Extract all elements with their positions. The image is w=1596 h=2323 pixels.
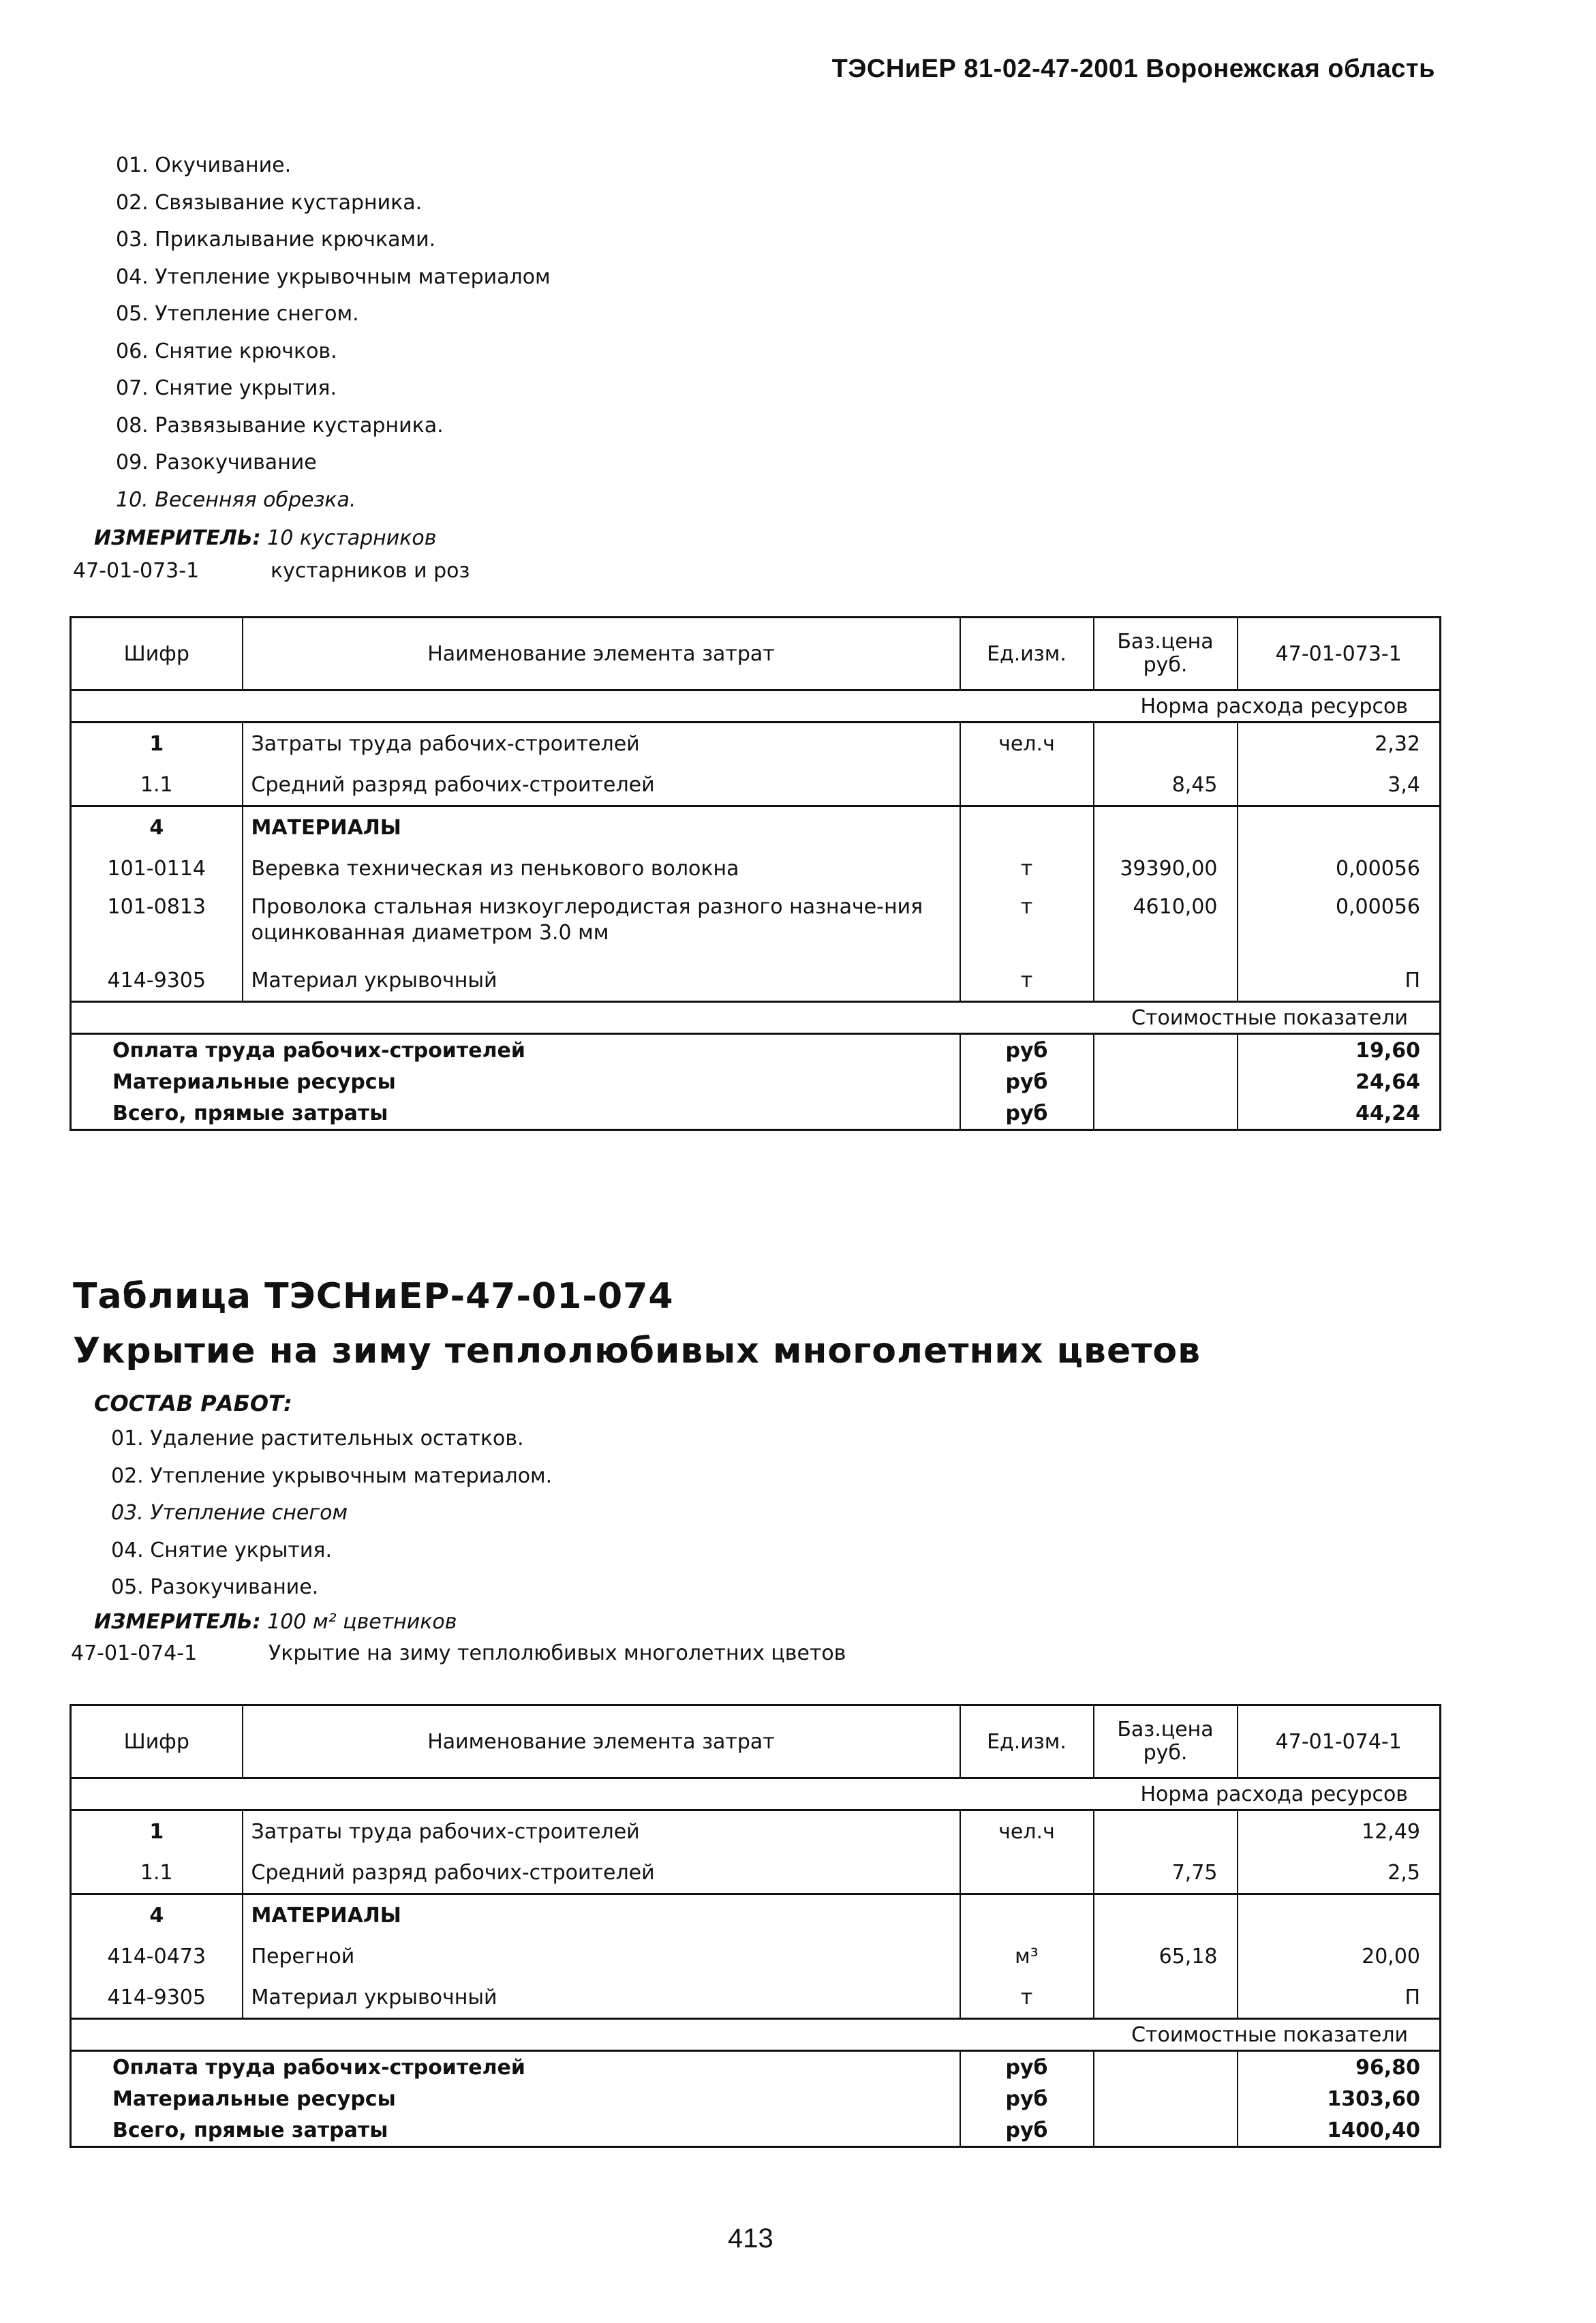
row-name: МАТЕРИАЛЫ [243, 1894, 960, 1937]
resource-table-073 [70, 616, 1441, 1131]
row-price [1094, 723, 1238, 765]
measurer-value: 100 м² цветников [267, 1610, 457, 1634]
work-item: 01. Окучивание. [116, 153, 292, 177]
row-cipher: 4 [71, 1894, 243, 1937]
row-cipher: 101-0114 [107, 856, 206, 881]
row-price [1094, 960, 1238, 1002]
total-unit: руб [960, 1066, 1094, 1097]
resource-table-074 [70, 1704, 1441, 2148]
measurer-label: ИЗМЕРИТЕЛЬ: [94, 526, 261, 550]
table-row [71, 806, 1441, 849]
header-unit: Ед.изм. [960, 1705, 1094, 1778]
total-row [71, 2114, 1441, 2147]
measurer-label: ИЗМЕРИТЕЛЬ: [94, 1610, 261, 1634]
code-line-074 [71, 1641, 846, 1665]
total-unit: руб [960, 2051, 1094, 2084]
row-unit: т [960, 960, 1094, 1002]
norm-code-description: Укрытие на зиму теплолюбивых многолетних цветов [268, 1641, 846, 1665]
row-value: П [1238, 1977, 1441, 2019]
row-value [1238, 1894, 1441, 1937]
row-unit [960, 764, 1094, 806]
total-row [71, 1097, 1441, 1130]
norm-code: 47-01-074-1 [71, 1641, 198, 1665]
work-item: 03. Прикалывание крючками. [116, 228, 436, 252]
row-name: Материал укрывочный [243, 1977, 960, 2019]
total-unit: руб [960, 1034, 1094, 1067]
table-title: Таблица ТЭСНиЕР-47-01-074 [73, 1276, 674, 1317]
row-unit: чел.ч [960, 723, 1094, 765]
total-label: Оплата труда рабочих-строителей [112, 1038, 525, 1063]
total-value: 24,64 [1238, 1066, 1441, 1097]
row-price [1094, 1977, 1238, 2019]
total-value: 1303,60 [1238, 2083, 1441, 2114]
row-value: 0,00056 [1238, 889, 1441, 960]
header-code: 47-01-073-1 [1238, 618, 1441, 690]
header-cipher: Шифр [71, 618, 243, 690]
work-item: 05. Разокучивание. [111, 1575, 319, 1599]
row-price: 65,18 [1094, 1936, 1238, 1977]
norm-label: Норма расхода ресурсов [1140, 1782, 1408, 1806]
row-value: 2,32 [1238, 723, 1441, 765]
row-cipher: 1 [71, 1810, 243, 1853]
total-label: Материальные ресурсы [112, 2086, 396, 2111]
work-item: 04. Утепление укрывочным материалом [116, 264, 551, 289]
header-price-line1: Баз.цена [1117, 630, 1214, 654]
row-price: 4610,00 [1094, 889, 1238, 960]
total-row [71, 2083, 1441, 2114]
total-value: 96,80 [1238, 2051, 1441, 2084]
cost-label-row [71, 1002, 1441, 1034]
total-row [71, 1066, 1441, 1097]
row-cipher: 414-9305 [107, 1985, 206, 2009]
row-value: 12,49 [1238, 1810, 1441, 1853]
row-cipher: 414-0473 [107, 1944, 206, 1969]
row-unit [960, 1894, 1094, 1937]
work-item: 02. Связывание кустарника. [116, 190, 423, 215]
row-price [1094, 1810, 1238, 1853]
total-label: Всего, прямые затраты [112, 2118, 388, 2142]
work-item: 02. Утепление укрывочным материалом. [111, 1463, 553, 1488]
work-item: 10. Весенняя обрезка. [116, 487, 356, 512]
table-header-row [71, 1705, 1441, 1778]
table-subtitle: Укрытие на зиму теплолюбивых многолетних цветов [73, 1331, 1201, 1371]
row-unit: м³ [960, 1936, 1094, 1977]
row-unit: т [960, 848, 1094, 889]
code-line-073 [73, 559, 470, 583]
table-row [71, 848, 1441, 889]
header-price-line1: Баз.цена [1117, 1718, 1214, 1742]
row-value: 2,5 [1238, 1852, 1441, 1894]
total-unit: руб [960, 1097, 1094, 1130]
row-price [1094, 806, 1238, 849]
row-cipher: 1 [71, 723, 243, 765]
page-number: 413 [728, 2223, 773, 2253]
row-name: Средний разряд рабочих-строителей [243, 1852, 960, 1894]
row-price: 39390,00 [1094, 848, 1238, 889]
total-label: Материальные ресурсы [112, 1069, 396, 1094]
header-cipher: Шифр [71, 1705, 243, 1778]
row-unit: чел.ч [960, 1810, 1094, 1853]
work-item: 07. Снятие укрытия. [116, 376, 337, 400]
header-name: Наименование элемента затрат [243, 618, 960, 690]
work-item: 04. Снятие укрытия. [111, 1538, 332, 1562]
table-row [71, 1852, 1441, 1894]
work-item: 09. Разокучивание [116, 451, 317, 474]
table-row [71, 889, 1441, 960]
measurer-074 [94, 1610, 457, 1634]
header-price [1094, 618, 1238, 690]
row-unit: т [960, 1977, 1094, 2019]
total-label: Всего, прямые затраты [112, 1101, 388, 1125]
cost-label: Стоимостные показатели [71, 2019, 1441, 2051]
row-price [1094, 1894, 1238, 1937]
header-unit: Ед.изм. [960, 618, 1094, 690]
row-name: Средний разряд рабочих-строителей [243, 764, 960, 806]
norm-label-row [71, 1778, 1441, 1810]
row-value: 20,00 [1238, 1936, 1441, 1977]
document-header: ТЭСНиЕР 81-02-47-2001 Воронежская область [831, 55, 1435, 83]
row-cipher: 101-0813 [107, 895, 206, 919]
work-item: 08. Развязывание кустарника. [116, 413, 444, 438]
total-unit: руб [960, 2083, 1094, 2114]
measurer-073 [94, 526, 436, 550]
works-list-073 [116, 147, 551, 519]
row-cipher: 1.1 [140, 772, 173, 797]
work-item: 06. Снятие крючков. [116, 339, 337, 363]
total-unit: руб [960, 2114, 1094, 2147]
row-unit [960, 806, 1094, 849]
row-value: П [1238, 960, 1441, 1002]
row-cipher: 414-9305 [107, 968, 206, 992]
row-value [1238, 806, 1441, 849]
norm-code: 47-01-073-1 [73, 559, 200, 583]
header-price-line2: руб. [1143, 1741, 1188, 1765]
row-name: Проволока стальная низкоуглеродистая разного назначе-ния оцинкованная диаметром 3.0 мм [243, 889, 960, 960]
row-name: Веревка техническая из пенькового волокна [243, 848, 960, 889]
work-item: 01. Удаление растительных остатков. [111, 1427, 524, 1451]
row-value: 0,00056 [1238, 848, 1441, 889]
norm-code-description: кустарников и роз [271, 559, 470, 583]
norm-label: Норма расхода ресурсов [1140, 694, 1408, 718]
table-row [71, 1977, 1441, 2019]
row-name: Затраты труда рабочих-строителей [243, 723, 960, 765]
row-cipher: 4 [71, 806, 243, 849]
table-row [71, 764, 1441, 806]
header-price [1094, 1705, 1238, 1778]
work-item: 05. Утепление снегом. [116, 302, 359, 326]
header-code: 47-01-074-1 [1238, 1705, 1441, 1778]
header-price-line2: руб. [1143, 653, 1188, 677]
composition-label: СОСТАВ РАБОТ: [94, 1391, 292, 1416]
norm-label-row [71, 690, 1441, 723]
table-header-row [71, 618, 1441, 690]
row-cipher: 1.1 [140, 1860, 173, 1885]
row-name: Затраты труда рабочих-строителей [243, 1810, 960, 1853]
row-unit: т [960, 889, 1094, 960]
total-value: 1400,40 [1238, 2114, 1441, 2147]
table-row [71, 723, 1441, 765]
works-list-074 [111, 1421, 552, 1607]
total-value: 44,24 [1238, 1097, 1441, 1130]
total-label: Оплата труда рабочих-строителей [112, 2055, 525, 2080]
table-row [71, 1894, 1441, 1937]
row-name: Перегной [243, 1936, 960, 1977]
row-price: 8,45 [1094, 764, 1238, 806]
table-row [71, 1810, 1441, 1853]
total-row [71, 2051, 1441, 2084]
table-row [71, 1936, 1441, 1977]
table-row [71, 960, 1441, 1002]
total-value: 19,60 [1238, 1034, 1441, 1067]
total-row [71, 1034, 1441, 1067]
row-name: МАТЕРИАЛЫ [243, 806, 960, 849]
row-value: 3,4 [1238, 764, 1441, 806]
row-price: 7,75 [1094, 1852, 1238, 1894]
row-name: Материал укрывочный [243, 960, 960, 1002]
work-item: 03. Утепление снегом [111, 1501, 348, 1525]
row-unit [960, 1852, 1094, 1894]
cost-label: Стоимостные показатели [71, 1002, 1441, 1034]
header-name: Наименование элемента затрат [243, 1705, 960, 1778]
cost-label-row [71, 2019, 1441, 2051]
measurer-value: 10 кустарников [267, 526, 437, 550]
